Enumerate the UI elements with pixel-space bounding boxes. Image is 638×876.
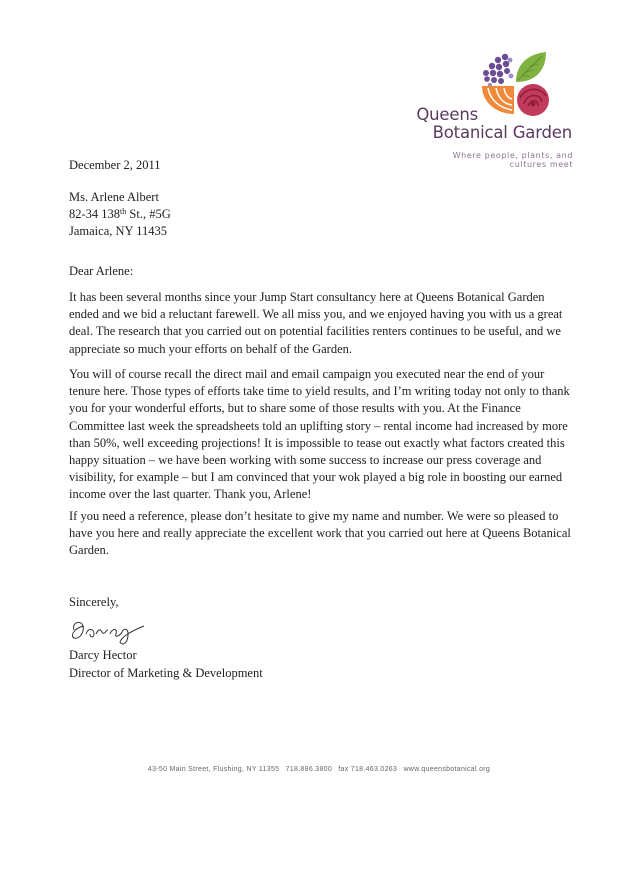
letterhead-logo — [380, 48, 580, 178]
tagline-line1: Where people, plants, and — [452, 151, 573, 160]
street-name: St., #5G — [126, 207, 171, 221]
org-name-line1: Queens — [416, 105, 478, 124]
body-paragraph-3: If you need a reference, please don’t hesitate to give my name and number. We were so pleased to have you here and really appreciate the excellent work that you carried out here at Queens Botanical Garden. — [69, 509, 571, 558]
footer-fax: fax 718.463.0263 — [338, 766, 398, 773]
letter-date: December 2, 2011 — [69, 158, 161, 172]
recipient-city: Jamaica, NY 11435 — [69, 224, 168, 238]
recipient-name: Ms. Arlene Albert — [69, 190, 159, 204]
signer-title: Director of Marketing & Development — [69, 666, 263, 680]
closing: Sincerely, — [69, 595, 119, 609]
org-tagline — [420, 151, 573, 169]
tagline-line2: cultures meet — [509, 160, 573, 169]
salutation: Dear Arlene: — [69, 264, 134, 278]
body-paragraph-2: You will of course recall the direct mail and email campaign you executed near the end of your tenure here. Those types of efforts take time to yield results, and I’m writing today not only to thank you for your wonderful efforts, but to share some of those results with you. At the Finance Committee last week the spreadsheets told an uplifting story – rental income had increased by more than 50%, well exceeding projections! It is impossible to tease out exactly what factors created this happy situation – we have been working with some success to increase our press coverage and visibility, for example – but I am convinced that your wok played a big role in boosting our earned income over the last quarter. Thank you, Arlene! — [69, 367, 570, 502]
signer-name: Darcy Hector — [69, 648, 137, 662]
signer-block — [69, 646, 263, 682]
footer-website[interactable]: www.queensbotanical.org — [403, 766, 491, 773]
recipient-street — [69, 206, 171, 223]
footer-phone: 718.886.3800 — [285, 766, 333, 773]
body-paragraph-1: It has been several months since your Jump Start consultancy here at Queens Botanical Garden ended and we bid a reluctant farewell. We all miss you, and we enjoyed having you with us a great deal. The research that you carried out on potential facilities renters continues to be useful, and we appreciate so much your efforts on behalf of the Garden. — [69, 290, 563, 356]
letterhead-footer — [0, 766, 638, 773]
recipient-address — [69, 189, 171, 240]
street-number: 82-34 138 — [69, 207, 121, 221]
org-name-line2: Botanical Garden — [432, 123, 572, 142]
street-suffix: th — [120, 207, 127, 216]
org-name — [402, 106, 572, 142]
footer-address: 43-50 Main Street, Flushing, NY 11355 — [147, 766, 280, 773]
